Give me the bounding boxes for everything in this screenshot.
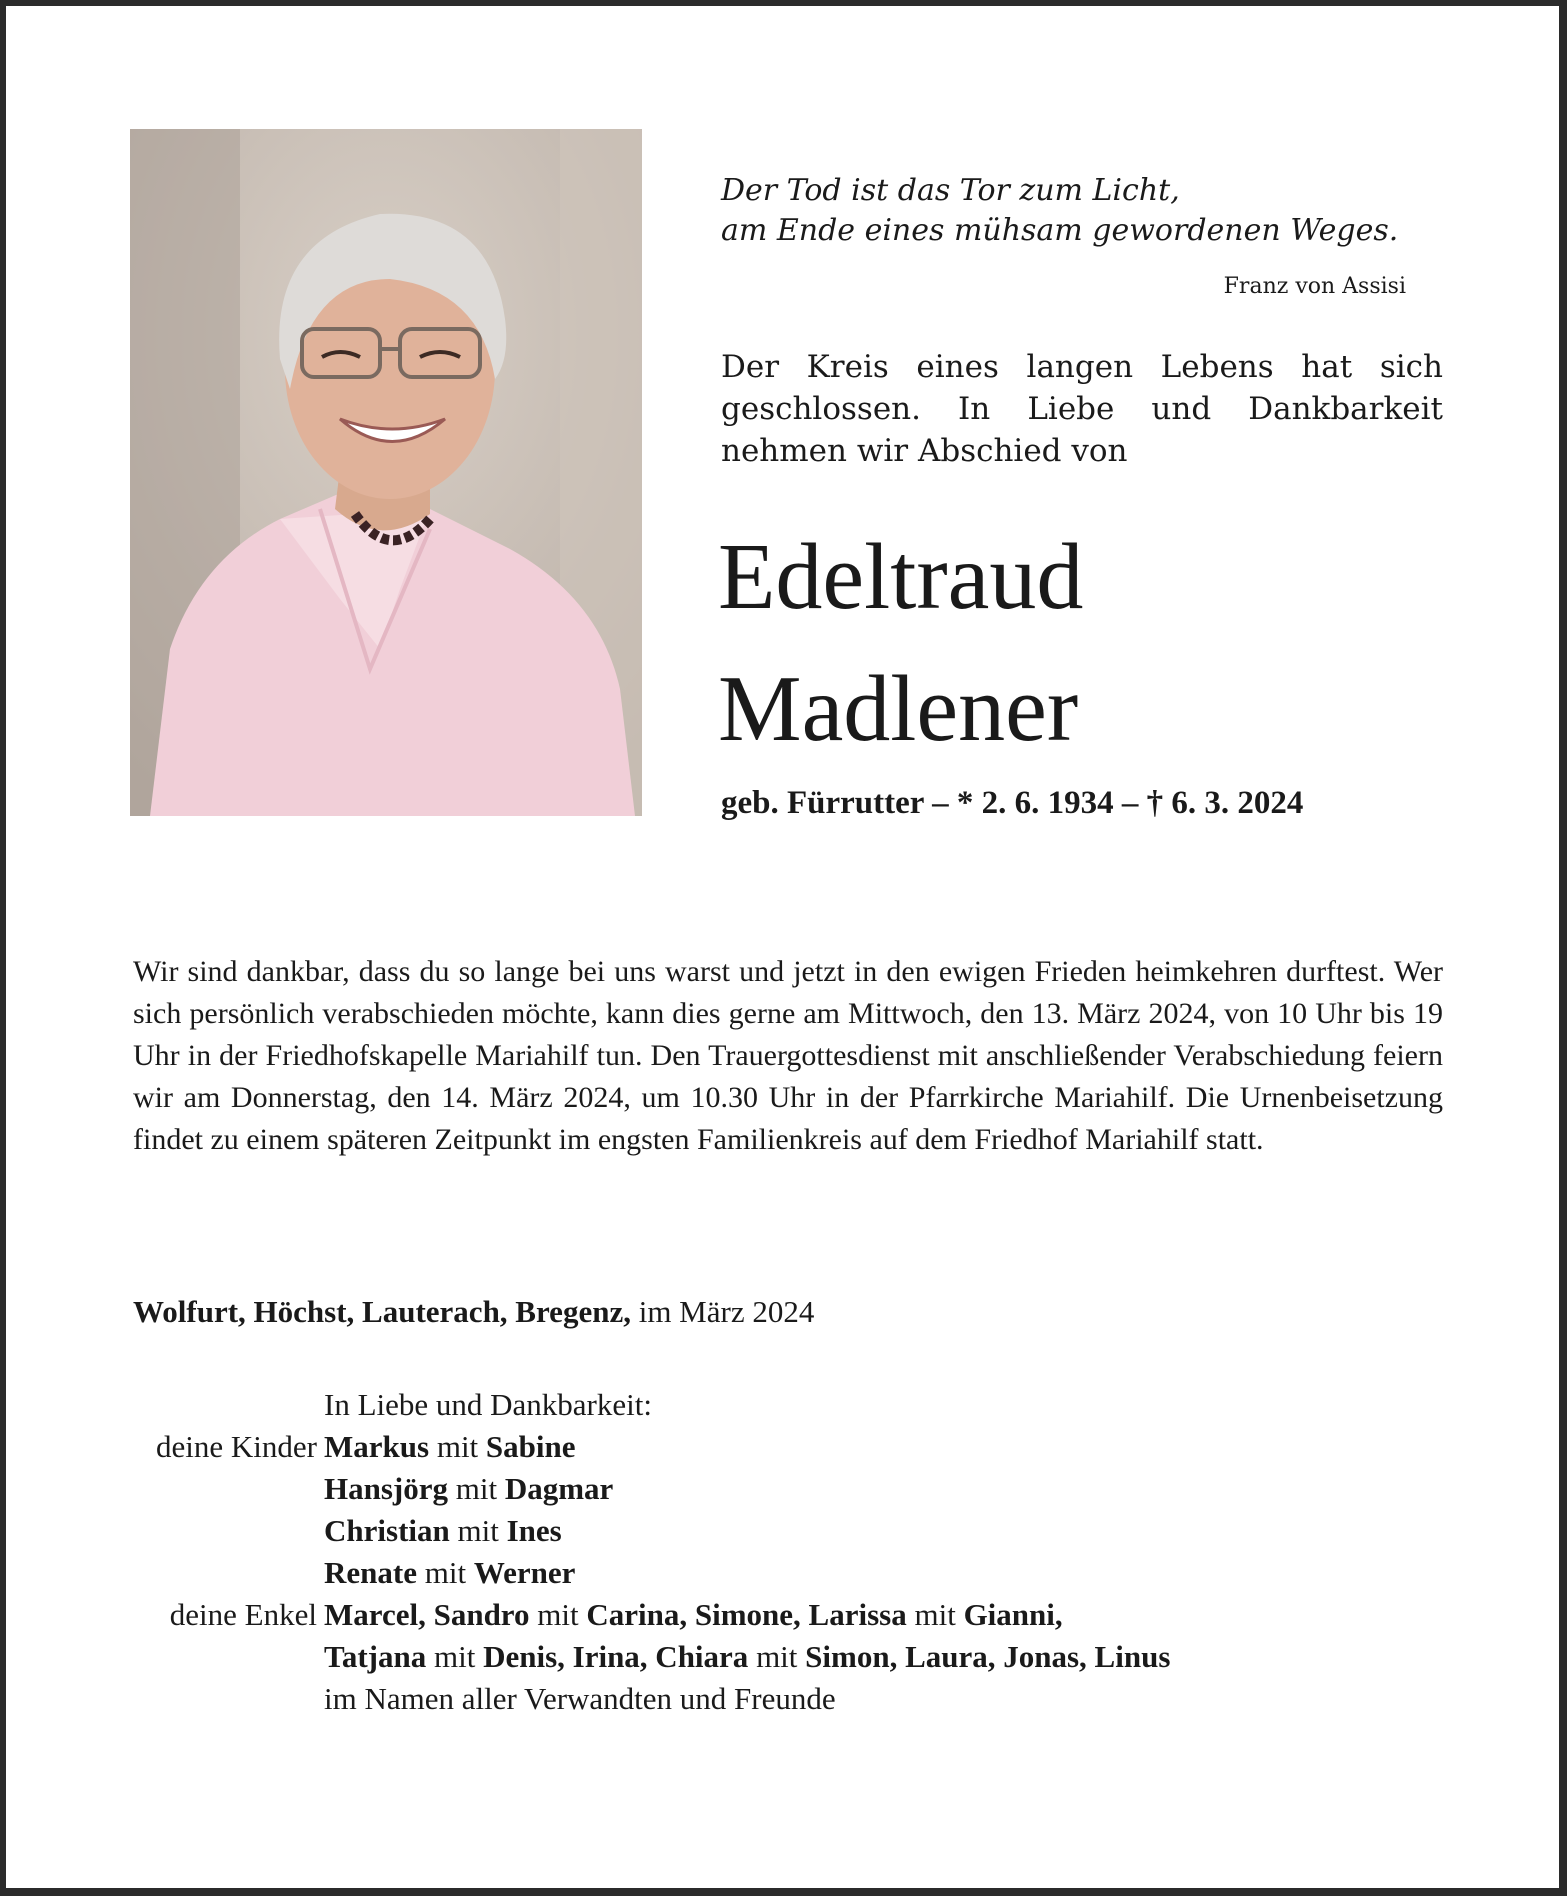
last-name: Madlener xyxy=(718,657,1079,761)
mourners-list xyxy=(6,1384,1559,1720)
quote xyxy=(721,171,1441,251)
children-label: deine Kinder xyxy=(156,1429,317,1464)
list-item: Tatjana mit Denis, Irina, Chiara mit Simon, Laura, Jonas, Linus xyxy=(324,1639,1171,1674)
birth-death-dates: geb. Fürrutter – * 2. 6. 1934 – † 6. 3. 2024 xyxy=(721,785,1304,821)
quote-line-1: Der Tod ist das Tor zum Licht, xyxy=(721,173,1180,208)
portrait-illustration xyxy=(130,129,642,816)
list-item: Marcel, Sandro mit Carina, Simone, Larissa mit Gianni, xyxy=(324,1597,1063,1632)
intro-text: Der Kreis eines langen Lebens hat sich geschlossen. In Liebe und Dankbarkeit nehmen wir Abschied von xyxy=(721,349,1443,469)
announcement-text: Wir sind dankbar, dass du so lange bei uns warst und jetzt in den ewigen Frieden heimkehren durftest. Wer sich persönlich verabschieden möchte, kann dies gerne am Mittwoch, den 13. März 2024, von 10 Uhr bis 19 Uhr in der Friedhofskapelle Mariahilf tun. Den Trauergottesdienst mit anschließender Verabschiedung feiern wir am Donnerstag, den 14. März 2024, um 10.30 Uhr in der Pfarrkirche Mariahilf. Die Urnenbeisetzung findet zu einem späteren Zeitpunkt im engsten Familienkreis auf dem Friedhof Mariahilf statt. xyxy=(133,955,1443,1156)
quote-line-2: am Ende eines mühsam gewordenen Weges. xyxy=(721,213,1399,248)
place-date: im März 2024 xyxy=(630,1294,815,1329)
mourners-heading: In Liebe und Dankbarkeit: xyxy=(324,1387,652,1422)
grandchildren-label: deine Enkel xyxy=(169,1597,317,1632)
list-item: Markus mit Sabine xyxy=(324,1429,576,1464)
list-item: Christian mit Ines xyxy=(324,1513,562,1548)
place-and-date xyxy=(133,1291,1443,1333)
place-towns: Wolfurt, Höchst, Lauterach, Bregenz, xyxy=(133,1294,631,1329)
quote-author: Franz von Assisi xyxy=(1223,274,1406,299)
first-name: Edeltraud xyxy=(718,525,1084,629)
mourners-footer: im Namen aller Verwandten und Freunde xyxy=(324,1681,836,1716)
portrait-photo xyxy=(130,129,642,816)
deceased-name xyxy=(718,511,1518,775)
list-item: Hansjörg mit Dagmar xyxy=(324,1471,614,1506)
obituary-card xyxy=(6,6,1559,1888)
list-item: Renate mit Werner xyxy=(324,1555,576,1590)
